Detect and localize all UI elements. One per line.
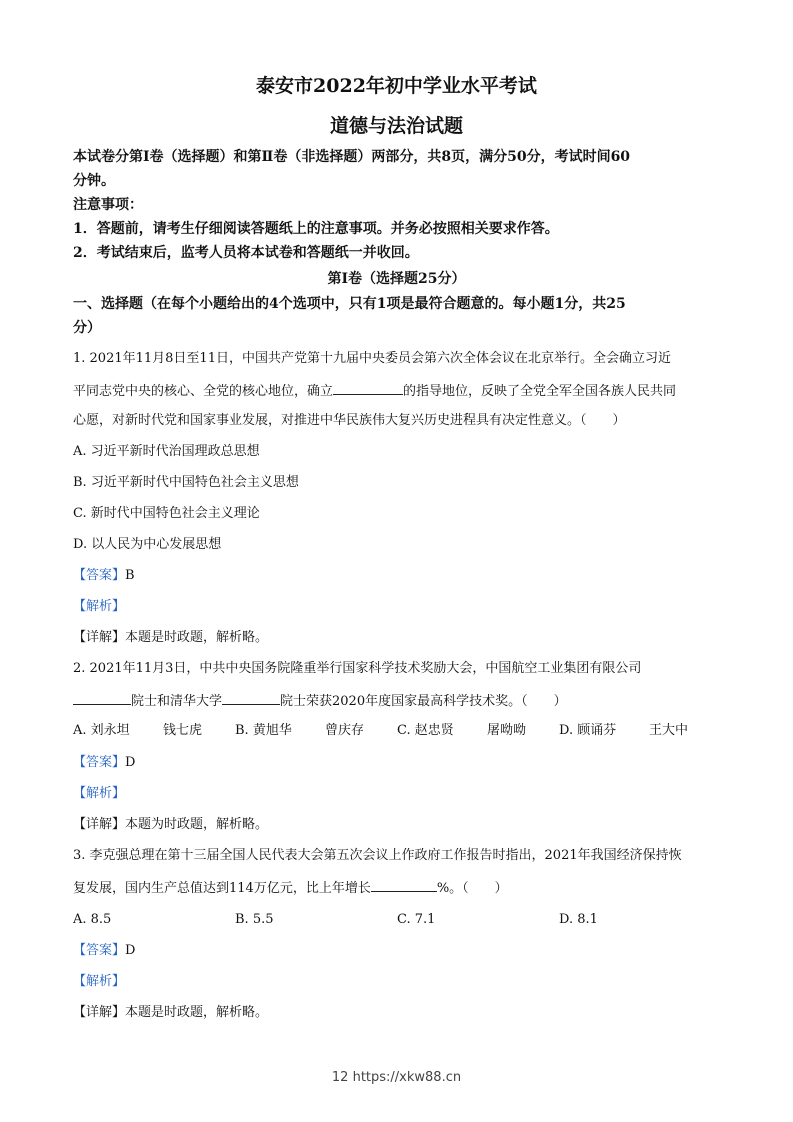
note-2: 2．考试结束后，监考人员将本试卷和答题纸一并收回。 <box>73 245 419 261</box>
page-footer: 12 https://xkw88.cn <box>331 1070 462 1085</box>
intro-line-1: 本试卷分第Ⅰ卷（选择题）和第Ⅱ卷（非选择题）两部分，共8页，满分50分，考试时间60 <box>73 149 631 165</box>
q3-stem-line-2 <box>73 878 733 898</box>
q1-detail <box>73 629 733 647</box>
q3-detail-text: 本题是时政题，解析略。 <box>125 1005 269 1020</box>
q2-option-c-1: C. 赵忠贤 <box>397 723 454 738</box>
section-instruction-2: 分） <box>73 320 101 336</box>
analysis-tag: 【解析】 <box>73 786 126 801</box>
q3-option-b: B. 5.5 <box>235 912 274 927</box>
q1-stem-line-3: 心愿，对新时代党和国家事业发展，对推进中华民族伟大复兴历史进程具有决定性意义。（ ） <box>73 413 626 428</box>
detail-tag: 【详解】 <box>73 817 126 832</box>
intro-line-2: 分钟。 <box>73 173 115 189</box>
q1-stem-line-2 <box>73 381 733 401</box>
q2-option-a-1: A. 刘永坦 <box>73 723 130 738</box>
q1-answer-blank <box>333 381 403 395</box>
q2-answer-blank-1 <box>73 691 131 705</box>
analysis-tag: 【解析】 <box>73 974 126 989</box>
section-title: 第Ⅰ卷（选择题25分） <box>327 271 466 287</box>
q3-stem-part-a: 复发展，国内生产总值达到114万亿元，比上年增长 <box>73 881 371 896</box>
q3-answer <box>73 942 733 960</box>
exam-subtitle: 道德与法治试题 <box>329 115 463 137</box>
q2-option-d-2: 王大中 <box>649 723 689 738</box>
q3-analysis <box>73 973 733 991</box>
exam-title: 泰安市2022年初中学业水平考试 <box>256 75 537 97</box>
q3-option-a: A. 8.5 <box>73 912 112 927</box>
q1-option-b: B. 习近平新时代中国特色社会主义思想 <box>73 475 299 490</box>
q1-option-d: D. 以人民为中心发展思想 <box>73 537 222 552</box>
q1-analysis <box>73 598 733 616</box>
q1-stem-part-a: 平同志党中央的核心、全党的核心地位，确立 <box>73 384 334 399</box>
notes-title: 注意事项： <box>73 197 143 213</box>
q2-answer-value: D <box>125 755 136 770</box>
detail-tag: 【详解】 <box>73 630 126 645</box>
section-instruction-1: 一、选择题（在每个小题给出的4个选项中，只有1项是最符合题意的。每小题1分，共25 <box>73 296 626 312</box>
q1-detail-text: 本题是时政题，解析略。 <box>125 630 269 645</box>
answer-tag: 【答案】 <box>73 755 126 770</box>
q3-stem-part-b: %。（ ） <box>436 881 508 896</box>
q2-stem-part-a: 院士和清华大学 <box>131 694 223 709</box>
q2-option-b-2: 曾庆存 <box>325 723 365 738</box>
q2-answer <box>73 754 733 772</box>
q3-stem-line-1: 3. 李克强总理在第十三届全国人民代表大会第五次会议上作政府工作报告时指出，2021年我国经济保持恢 <box>73 848 682 863</box>
q2-stem-part-b: 院士荣获2020年度国家最高科学技术奖。（ ） <box>280 694 567 709</box>
q1-option-c: C. 新时代中国特色社会主义理论 <box>73 506 260 521</box>
q2-option-a-2: 钱七虎 <box>163 723 203 738</box>
q3-answer-blank <box>371 878 437 892</box>
q2-option-d-1: D. 顾诵芬 <box>559 723 617 738</box>
q2-detail <box>73 816 733 834</box>
q2-option-c-2: 屠呦呦 <box>487 723 527 738</box>
q1-option-a: A. 习近平新时代治国理政总思想 <box>73 444 260 459</box>
detail-tag: 【详解】 <box>73 1005 126 1020</box>
q1-stem-line-1: 1. 2021年11月8日至11日，中国共产党第十九届中央委员会第六次全体会议在北京举行。全会确立习近 <box>73 351 671 366</box>
q3-option-d: D. 8.1 <box>559 912 598 927</box>
q3-option-c: C. 7.1 <box>397 912 436 927</box>
answer-tag: 【答案】 <box>73 568 126 583</box>
q1-answer-value: B <box>125 568 135 583</box>
answer-tag: 【答案】 <box>73 943 126 958</box>
q2-stem-line-2 <box>73 691 733 711</box>
note-1: 1．答题前，请考生仔细阅读答题纸上的注意事项。并务必按照相关要求作答。 <box>73 221 559 237</box>
q2-stem-line-1: 2. 2021年11月3日，中共中央国务院隆重举行国家科学技术奖励大会，中国航空工业集团有限公司 <box>73 661 642 676</box>
q2-analysis <box>73 785 733 803</box>
q2-option-b-1: B. 黄旭华 <box>235 723 292 738</box>
q2-detail-text: 本题为时政题，解析略。 <box>125 817 269 832</box>
q2-answer-blank-2 <box>222 691 280 705</box>
analysis-tag: 【解析】 <box>73 599 126 614</box>
q3-detail <box>73 1004 733 1022</box>
q1-answer <box>73 567 733 585</box>
q3-answer-value: D <box>125 943 136 958</box>
q1-stem-part-b: 的指导地位，反映了全党全军全国各族人民共同 <box>403 384 677 399</box>
